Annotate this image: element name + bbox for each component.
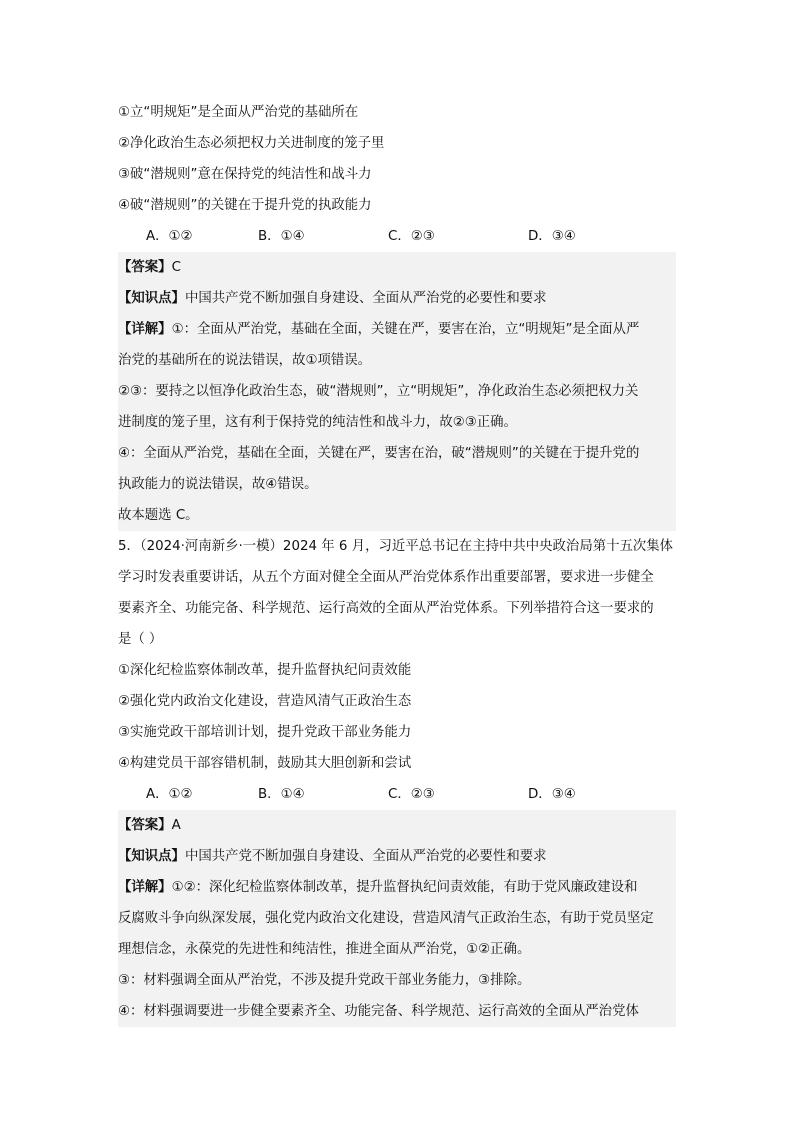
q4-knowledge-text: 中国共产党不断加强自身建设、全面从严治党的必要性和要求 <box>184 291 547 306</box>
q4-statement-3: ③破“潜规则”意在保持党的纯洁性和战斗力 <box>118 167 372 182</box>
answer-tag: 【答案】 <box>118 818 172 833</box>
q4-option-c: C．②③ <box>388 229 435 244</box>
q5-option-c: C．②③ <box>388 787 435 802</box>
q5-stem-line-1: 5．（2024·河南新乡·一模）2024 年 6 月，习近平总书记在主持中共中央政治局第十五次集体 <box>118 539 674 554</box>
knowledge-tag: 【知识点】 <box>118 849 185 864</box>
q5-knowledge <box>118 841 676 872</box>
q4-statement-4: ④破“潜规则”的关键在于提升党的执政能力 <box>118 198 372 213</box>
q5-stem-line-2: 学习时发表重要讲话，从五个方面对健全全面从严治党体系作出重要部署，要求进一步健全 <box>118 570 654 585</box>
q4-answer <box>118 252 676 283</box>
q5-option-a: A．①② <box>146 787 193 802</box>
q4-knowledge <box>118 283 676 314</box>
q4-detail-line-1 <box>118 314 676 345</box>
q4-detail-line-7: 故本题选 C。 <box>118 508 199 523</box>
q5-detail-line-3: 理想信念，永葆党的先进性和纯洁性，推进全面从严治党，①②正确。 <box>118 942 531 957</box>
q5-solution-block <box>118 810 676 1027</box>
q5-answer-value: A <box>171 818 181 833</box>
q5-detail-line-5: ④：材料强调要进一步健全要素齐全、功能完备、科学规范、运行高效的全面从严治党体 <box>118 1004 639 1019</box>
q4-detail-line-5: ④：全面从严治党，基础在全面，关键在严，要害在治，破“潜规则”的关键在于提升党的 <box>118 446 640 461</box>
q4-solution-block <box>118 252 676 531</box>
q4-option-d: D．③④ <box>528 229 576 244</box>
q5-statement-1: ①深化纪检监察体制改革，提升监督执纪问责效能 <box>118 663 412 678</box>
q5-statement-3: ③实施党政干部培训计划，提升党政干部业务能力 <box>118 725 412 740</box>
q4-detail-line-3: ②③：要持之以恒净化政治生态，破“潜规则”，立“明规矩”，净化政治生态必须把权力关 <box>118 384 639 399</box>
q5-statement-4: ④构建党员干部容错机制，鼓励其大胆创新和尝试 <box>118 756 412 771</box>
q4-options <box>118 221 676 252</box>
q4-answer-value: C <box>171 260 181 275</box>
knowledge-tag: 【知识点】 <box>118 291 185 306</box>
q4-option-b: B．①④ <box>258 229 305 244</box>
q4-statement-2: ②净化政治生态必须把权力关进制度的笼子里 <box>118 136 385 151</box>
detail-tag: 【详解】 <box>118 322 172 337</box>
detail-tag: 【详解】 <box>118 880 172 895</box>
document-page <box>118 97 676 1027</box>
q5-stem-line-3: 要素齐全、功能完备、科学规范、运行高效的全面从严治党体系。下列举措符合这一要求的 <box>118 601 654 616</box>
q4-detail-text-1: ①：全面从严治党，基础在全面，关键在严，要害在治，立“明规矩”是全面从严 <box>171 322 640 337</box>
q5-option-d: D．③④ <box>528 787 576 802</box>
q5-option-b: B．①④ <box>258 787 305 802</box>
q4-statement-1: ①立“明规矩”是全面从严治党的基础所在 <box>118 105 359 120</box>
q5-statement-2: ②强化党内政治文化建设，营造风清气正政治生态 <box>118 694 412 709</box>
q4-detail-line-2: 治党的基础所在的说法错误，故①项错误。 <box>118 353 372 368</box>
q5-knowledge-text: 中国共产党不断加强自身建设、全面从严治党的必要性和要求 <box>184 849 547 864</box>
q4-detail-line-6: 执政能力的说法错误，故④错误。 <box>118 477 318 492</box>
q5-detail-text-1: ①②：深化纪检监察体制改革，提升监督执纪问责效能，有助于党风廉政建设和 <box>171 880 638 895</box>
q5-detail-line-1 <box>118 872 676 903</box>
q5-detail-line-2: 反腐败斗争向纵深发展，强化党内政治文化建设，营造风清气正政治生态，有助于党员坚定 <box>118 911 654 926</box>
q4-option-a: A．①② <box>146 229 193 244</box>
q5-options <box>118 779 676 810</box>
q5-detail-line-4: ③：材料强调全面从严治党，不涉及提升党政干部业务能力，③排除。 <box>118 973 531 988</box>
answer-tag: 【答案】 <box>118 260 172 275</box>
q4-detail-line-4: 进制度的笼子里，这有利于保持党的纯洁性和战斗力，故②③正确。 <box>118 415 517 430</box>
q5-answer <box>118 810 676 841</box>
q5-stem-line-4: 是（ ） <box>118 632 163 647</box>
